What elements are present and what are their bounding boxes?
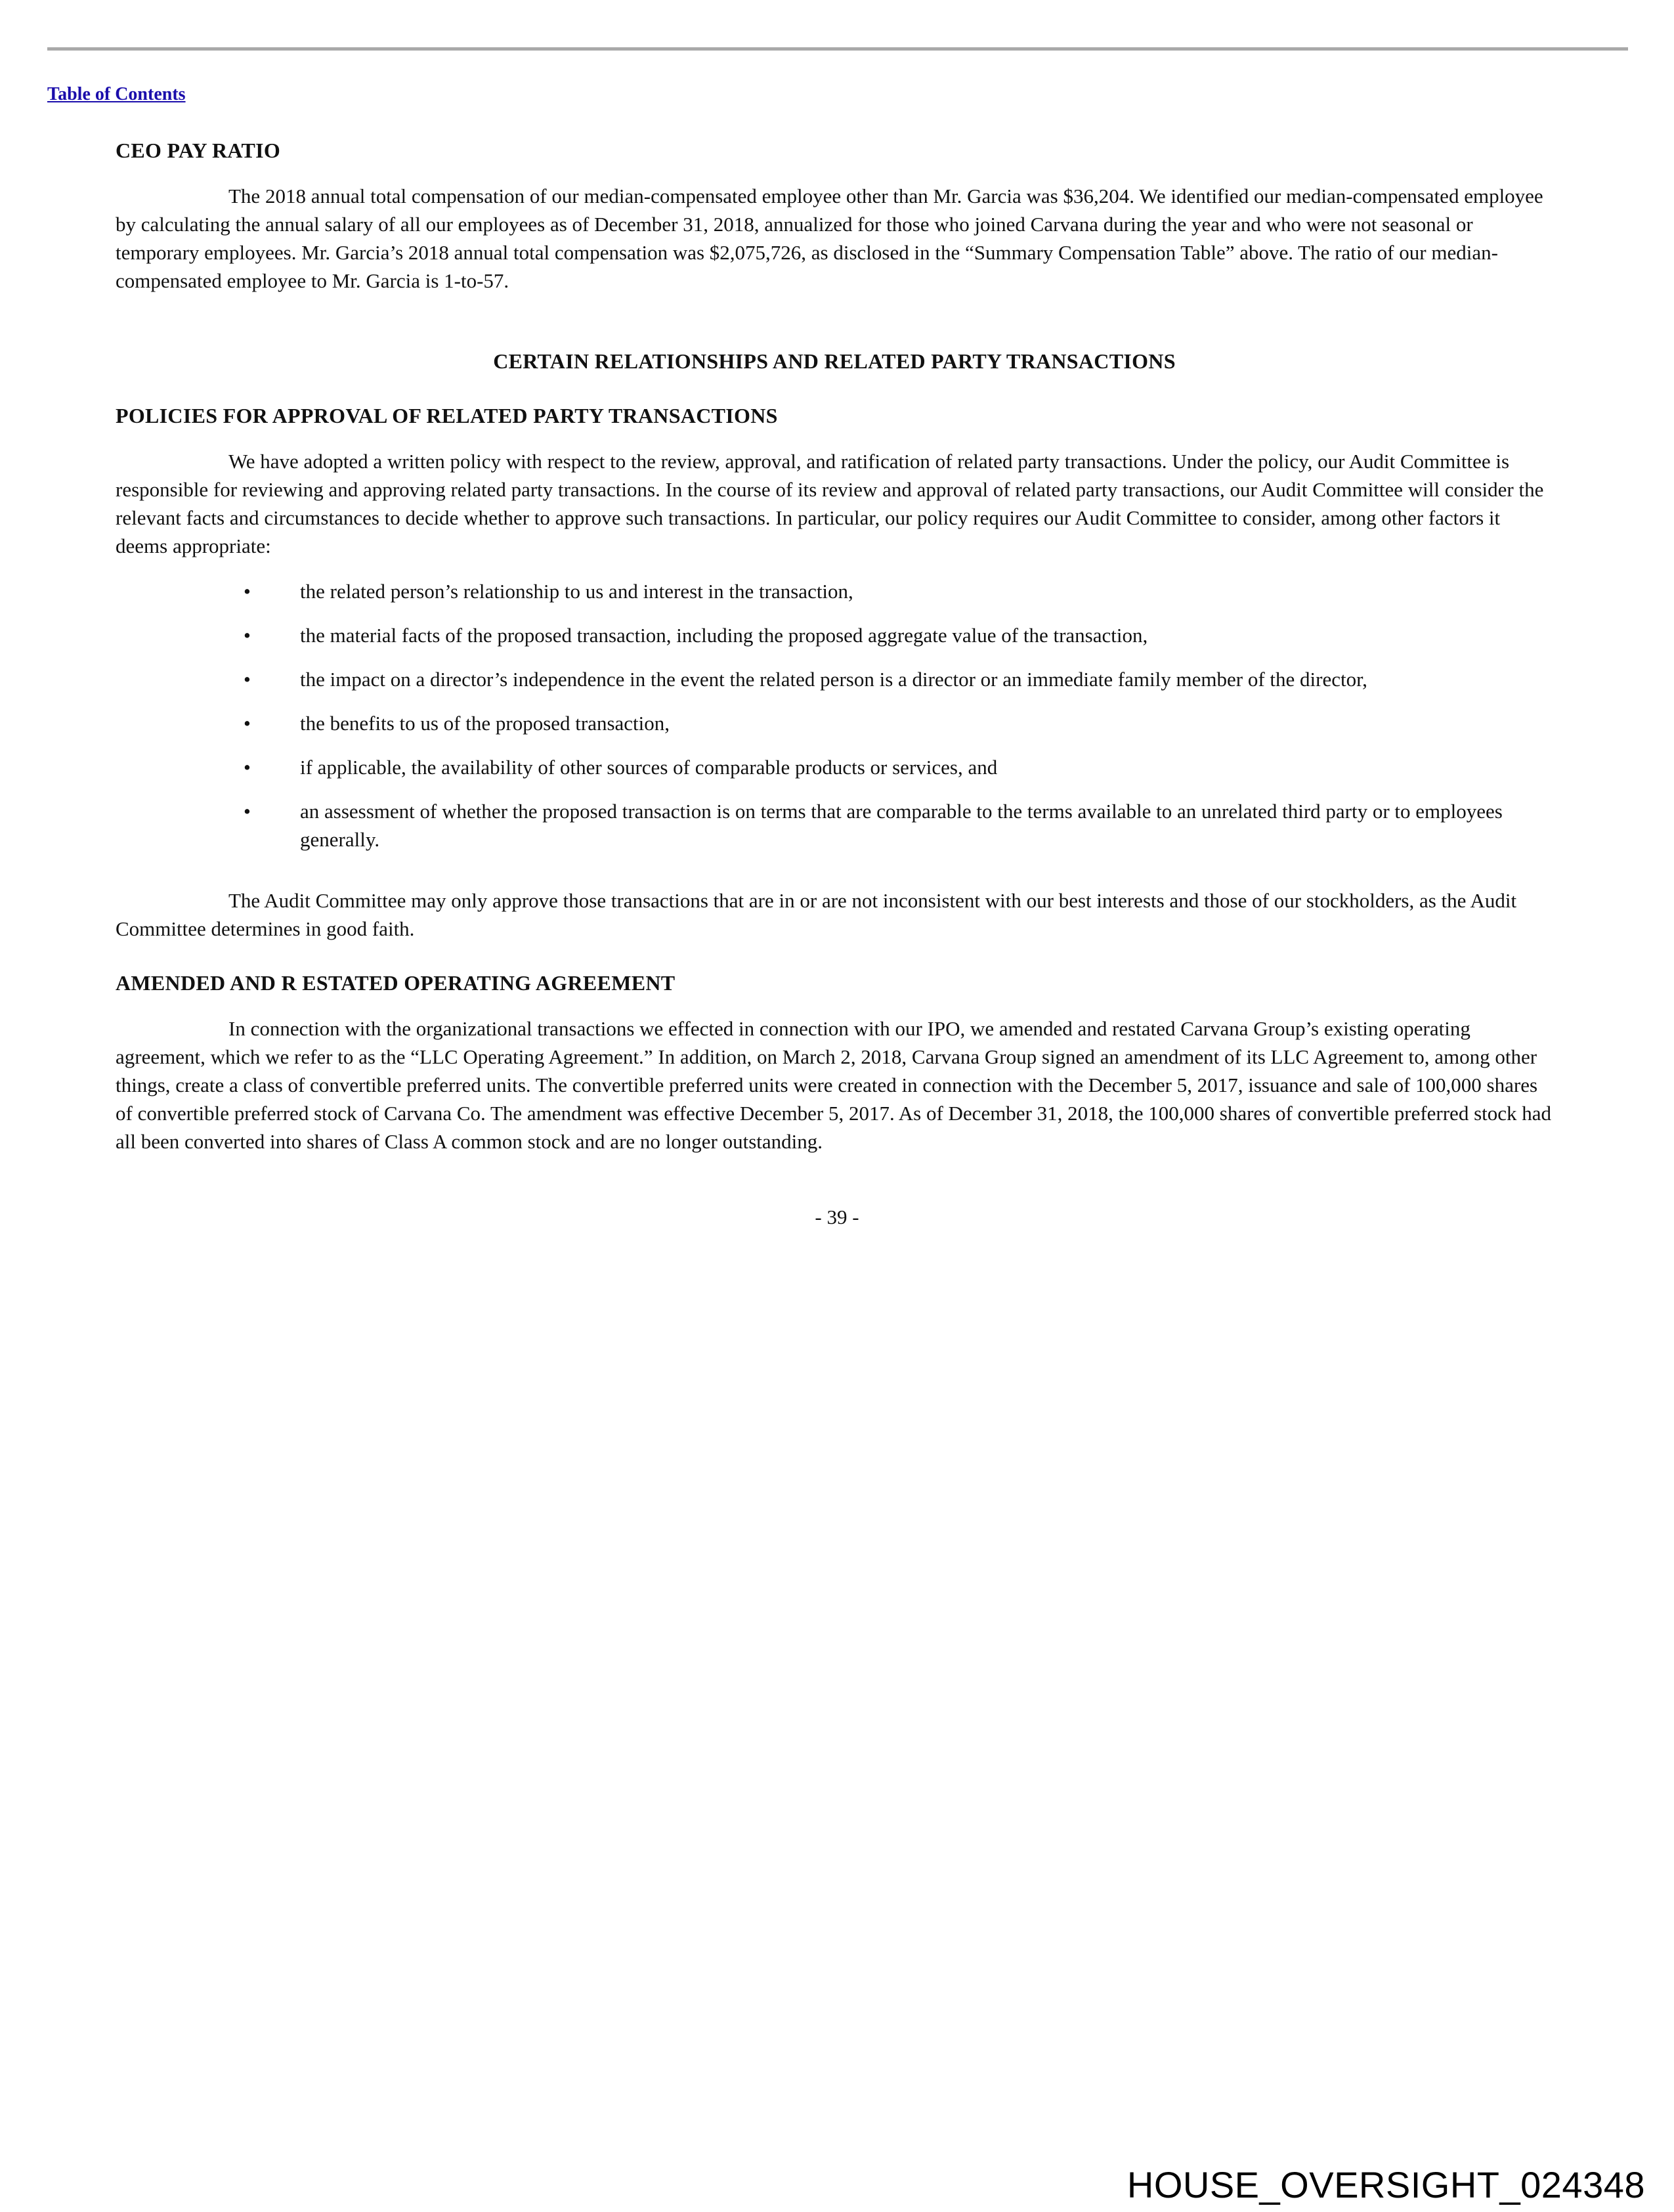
operating-agreement-paragraph: In connection with the organizational transactions we effected in connection with our IPO, we amended and restated Carvana Group’s existing operating agreement, which we refer to as the “LLC Operating Agreement.” In addition, on March 2, 2018, Carvana Group signed an amendment of its LLC Agreement to, among other things, create a class of convertible preferred units. The convertible preferred units were created in connection with the December 5, 2017, issuance and sale of 100,000 shares of convertible preferred stock of Carvana Co. The amendment was effective December 5, 2017. As of December 31, 2018, the 100,000 shares of convertible preferred stock had all been converted into shares of Class A common stock and are no longer outstanding. xyxy=(116,1017,1552,1153)
list-item-text: the related person’s relationship to us and interest in the transaction, xyxy=(300,580,853,603)
list-item-text: an assessment of whether the proposed transaction is on terms that are comparable to the terms available to an unrelated third party or to employees generally. xyxy=(300,800,1503,851)
list-item xyxy=(116,621,1553,649)
bullet-icon: • xyxy=(244,624,251,647)
ceo-pay-ratio-heading: CEO PAY RATIO xyxy=(116,139,281,162)
related-party-section-title: CERTAIN RELATIONSHIPS AND RELATED PARTY TRANSACTIONS xyxy=(493,349,1176,373)
list-item xyxy=(116,797,1553,854)
list-item-text: the benefits to us of the proposed transaction, xyxy=(300,712,670,735)
ceo-pay-ratio-paragraph: The 2018 annual total compensation of our median-compensated employee other than Mr. Garcia was $36,204. We identified our median-compensated employee by calculating the annual salary of all our employees as of December 31, 2018, annualized for those who joined Carvana during the year and who were not seasonal or temporary employees. Mr. Garcia’s 2018 annual total compensation was $2,075,726, as disclosed in the “Summary Compensation Table” above. The ratio of our median-compensated employee to Mr. Garcia is 1-to-57. xyxy=(116,184,1543,292)
list-item-text: if applicable, the availability of other sources of comparable products or services, and xyxy=(300,756,998,779)
policies-closing-paragraph: The Audit Committee may only approve those transactions that are in or are not inconsistent with our best interests and those of our stockholders, as the Audit Committee determines in good faith. xyxy=(116,889,1517,940)
list-item xyxy=(116,753,1553,781)
table-of-contents-link[interactable]: Table of Contents xyxy=(47,84,186,104)
document-body xyxy=(116,137,1553,1156)
list-item-text: the impact on a director’s independence in the event the related person is a director or an immediate family member of the director, xyxy=(300,668,1367,691)
operating-agreement-heading: AMENDED AND R ESTATED OPERATING AGREEMENT xyxy=(116,971,676,995)
bullet-icon: • xyxy=(244,800,251,823)
list-item xyxy=(116,665,1553,693)
policies-heading: POLICIES FOR APPROVAL OF RELATED PARTY TRANSACTIONS xyxy=(116,404,778,427)
list-item xyxy=(116,709,1553,737)
bullet-icon: • xyxy=(244,668,251,691)
bullet-icon: • xyxy=(244,580,251,603)
list-item-text: the material facts of the proposed transaction, including the proposed aggregate value of the transaction, xyxy=(300,624,1148,647)
policies-intro-paragraph: We have adopted a written policy with respect to the review, approval, and ratification of related party transactions. Under the policy, our Audit Committee is responsible for reviewing and approving related party transactions. In the course of its review and approval of related party transactions, our Audit Committee will consider the relevant facts and circumstances to decide whether to approve such transactions. In particular, our policy requires our Audit Committee to consider, among other factors it deems appropriate: xyxy=(116,450,1544,557)
policy-factors-list xyxy=(116,577,1553,854)
top-horizontal-rule xyxy=(47,47,1628,51)
list-item xyxy=(116,577,1553,605)
bullet-icon: • xyxy=(244,712,251,735)
bates-stamp: HOUSE_OVERSIGHT_024348 xyxy=(1127,2164,1645,2205)
page-number: - 39 - xyxy=(815,1205,859,1228)
bullet-icon: • xyxy=(244,756,251,779)
